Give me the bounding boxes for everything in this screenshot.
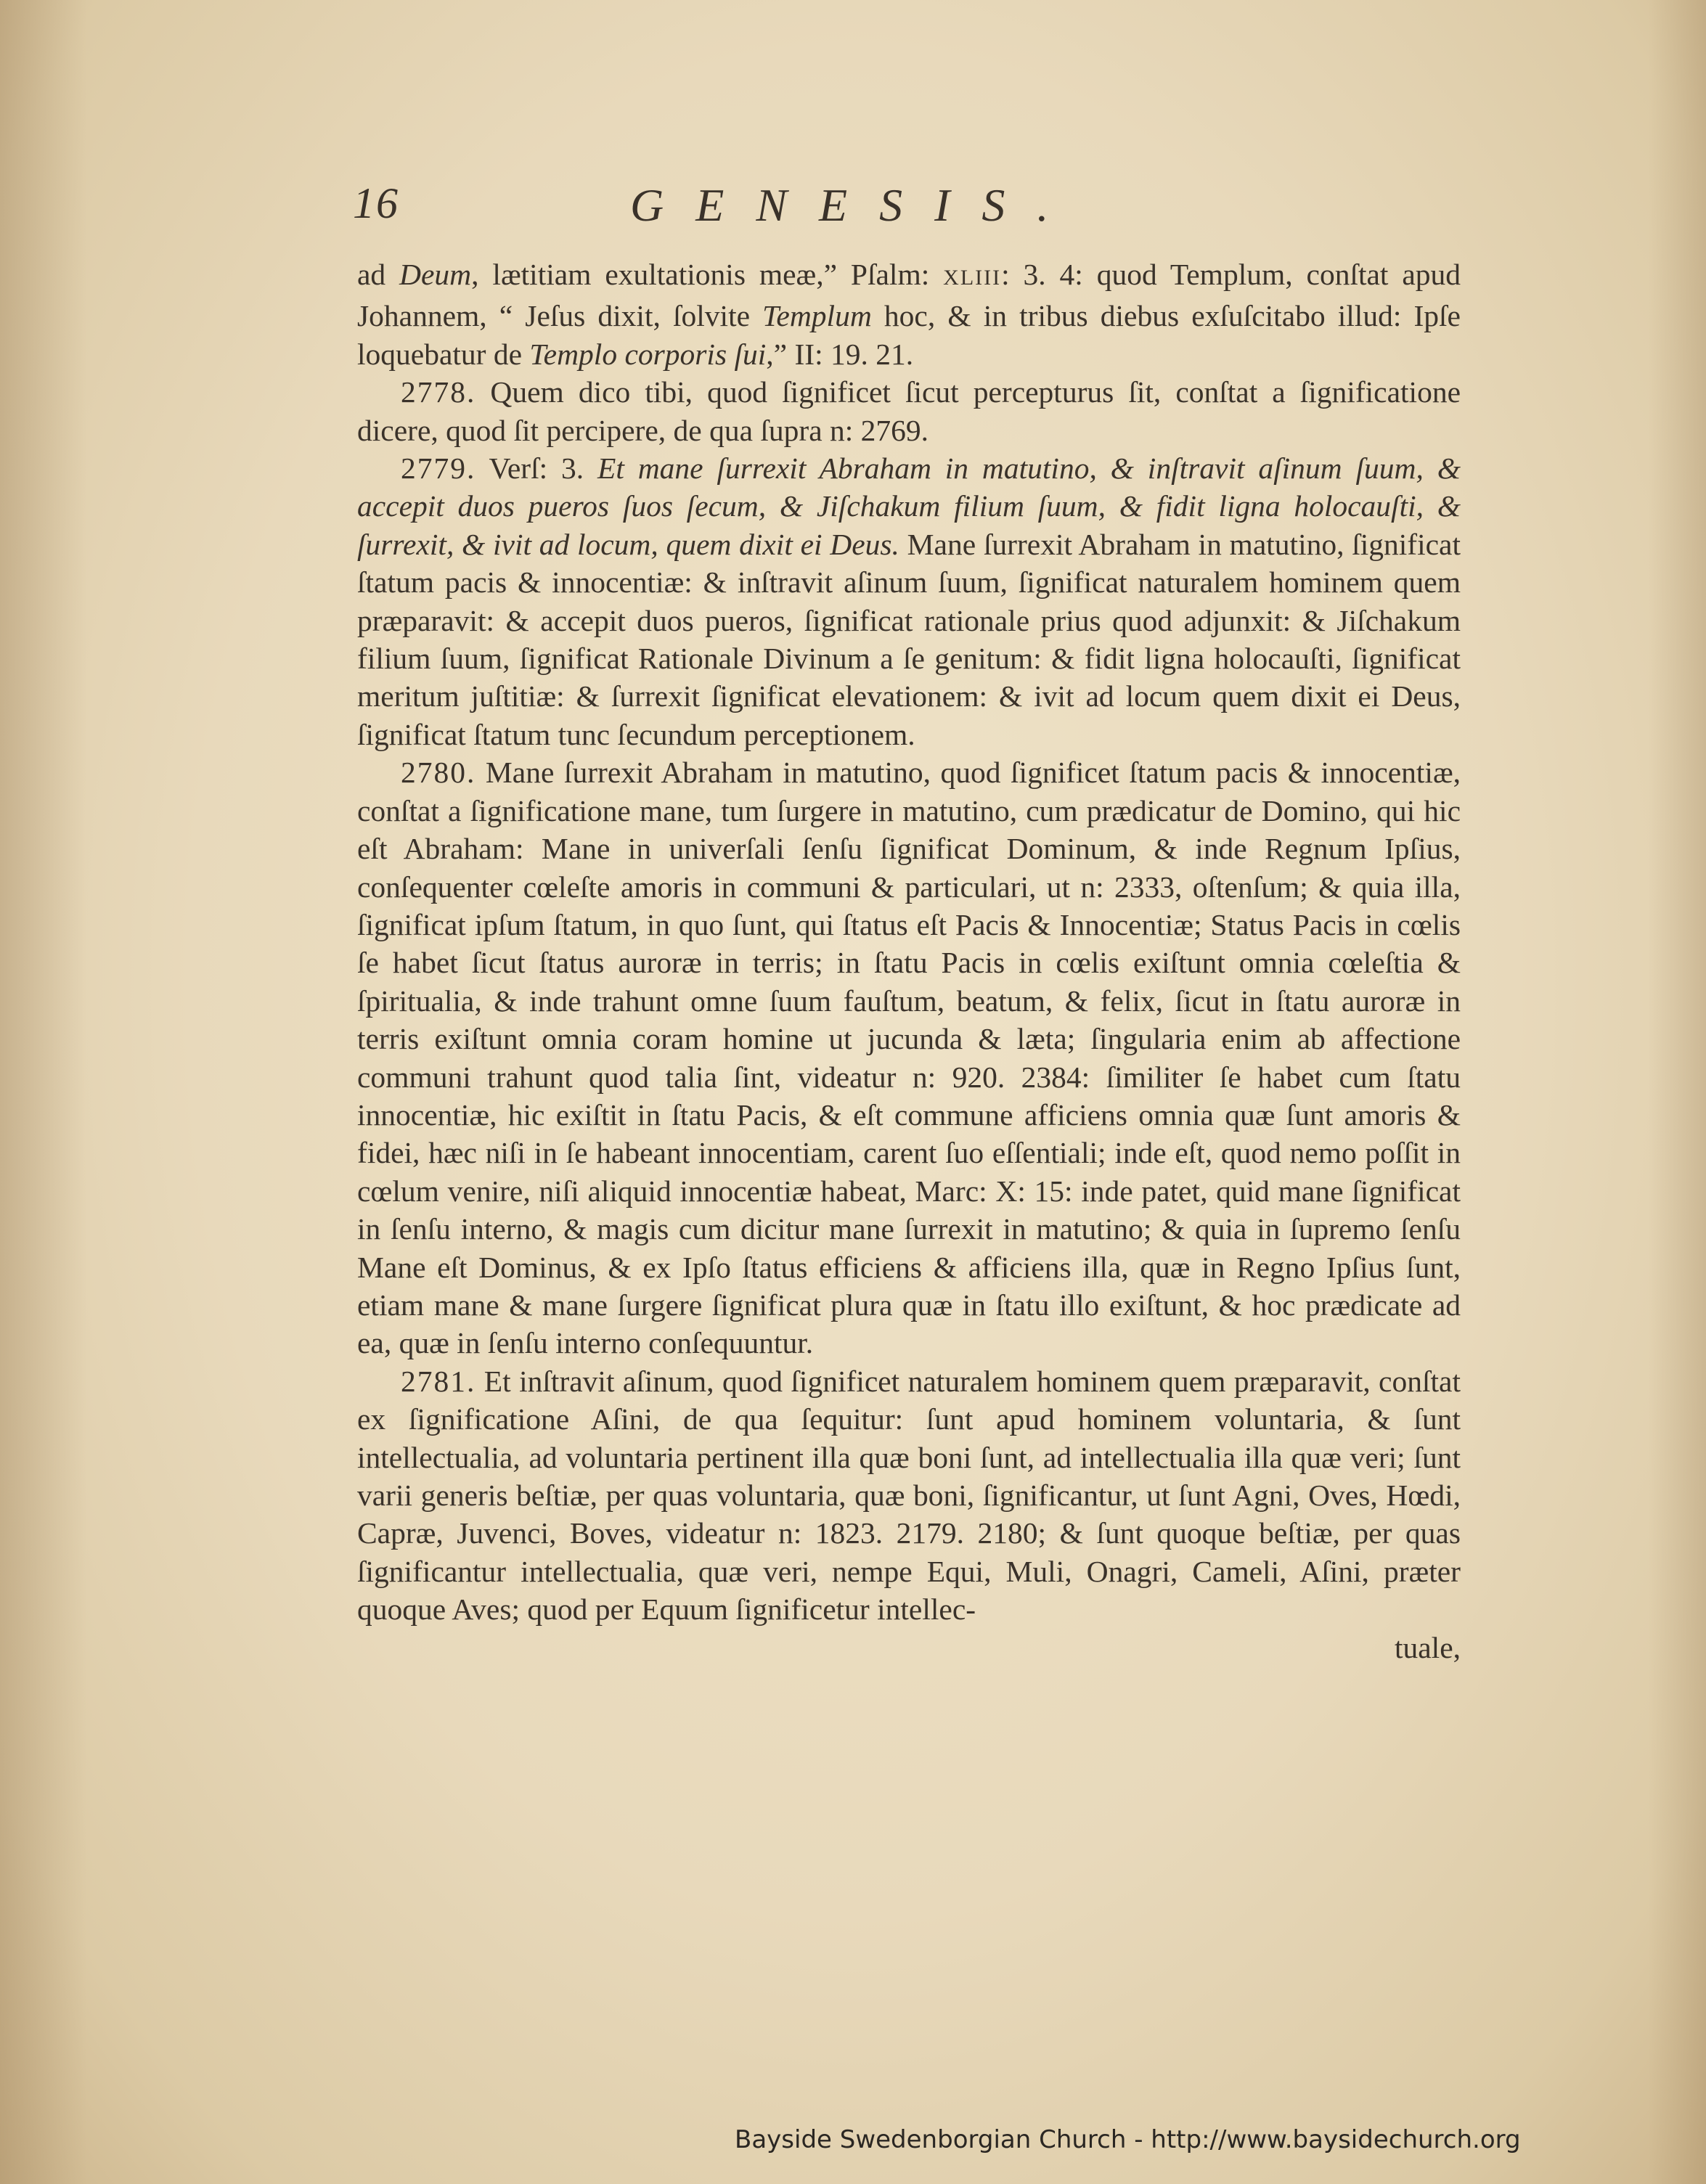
paragraph-number: 2778.: [401, 375, 476, 409]
running-title: GENESIS.: [630, 179, 1081, 231]
paragraph-text: : 15: inde patet, quid mane ſignificat in ſenſu interno, & magis cum dicitur mane ſurrexit in matutino; & quia in ſupremo ſenſu Mane eſt Dominus, & ex Ipſo ſtatus efficiens & afficiens illa, quæ in Regno Ipſius ſunt, etiam mane & mane ſurgere ſignificat plura quæ in ſtatu illo exiſtunt, & hoc prædicate ad ea, quæ in ſenſu interno conſequuntur.: [357, 1174, 1461, 1360]
paragraph-text: Quem dico tibi, quod ſignificet ſicut percepturus ſit, conſtat a ſignificatione dicere, quod ſit percipere, de qua ſupra n: 2769.: [357, 375, 1461, 447]
paragraph-2778: [357, 373, 1461, 449]
paragraph-number: 2781.: [401, 1364, 476, 1398]
verse-quotation: Et mane ſurrexit Abraham in matutino, & inſtravit aſinum ſuum, & accepit duos pueros ſuos ſecum, & Jiſchakum filium ſuum, & fidit ligna holocauſti, & ſurrexit, & ivit ad locum, quem dixit ei Deus.: [357, 451, 1461, 561]
paragraph-text: Mane ſurrexit Abraham in matutino, ſignificat ſtatum pacis & innocentiæ: & inſtravit aſinum ſuum, ſignificat naturalem hominem quem præparavit: & accepit duos pueros, ſignificat rationale prius quod adjunxit: & Jiſchakum filium ſuum, ſignificat Rationale Divinum a ſe genitum: & fidit ligna holocauſti, ſignificat meritum juſtitiæ: & ſurrexit ſignificat elevationem: & ivit ad locum quem dixit ei Deus, ſignificat ſtatum tunc ſecundum perceptionem.: [357, 527, 1461, 751]
paragraph-number: 2780.: [401, 756, 476, 790]
text-run: hoc, & in tribus diebus exſuſcitabo illud: Ipſe loquebatur de: [357, 299, 1461, 371]
text-run: , lætitiam exultationis meæ,” Pſalm:: [471, 258, 944, 291]
italic-text: Deum: [399, 258, 472, 291]
italic-text: Templo corporis ſui: [529, 337, 767, 371]
paragraph-text: Et inſtravit aſinum, quod ſignificet naturalem hominem quem præparavit, conſtat ex ſignificatione Aſini, de qua ſequitur: ſunt apud hominem voluntaria, & ſunt intellectualia, ad voluntaria pertinent illa quæ boni ſunt, ad intellectualia illa quæ veri; ſunt varii generis beſtiæ, per quas voluntaria, quæ boni, ſignificantur, ut ſunt Agni, Oves, Hœdi, Capræ, Juvenci, Boves, videatur n: 1823. 2179. 2180; & ſunt quoque beſtiæ, per quas ſignificantur intellectualia, quæ veri, nempe Equi, Muli, Onagri, Cameli, Aſini, præter quoque Aves; quod per Equum ſignificetur intellec-: [357, 1364, 1461, 1627]
footer-credit: Bayside Swedenborgian Church - http://www.baysidechurch.org: [735, 2125, 1521, 2154]
paragraph-2779: [357, 449, 1461, 753]
paragraph-2780: [357, 753, 1461, 1362]
catchword: tuale,: [1394, 1630, 1461, 1664]
paragraph-2781: [357, 1362, 1461, 1629]
paragraph-number: 2779.: [401, 451, 476, 486]
text-run: : 3. 4: quod Templum, conſtat apud Johannem, “ Jeſus dixit, ſolvite: [357, 258, 1461, 333]
mark-reference: X: [995, 1174, 1018, 1208]
text-run: ad: [357, 258, 400, 291]
page-number: 16: [353, 179, 399, 227]
paragraph-text: Mane ſurrexit Abraham in matutino, quod ſignificet ſtatum pacis & innocentiæ, conſtat a ſignificatione mane, tum ſurgere in matutino, cum prædicatur de Domino, qui hic eſt Abraham: Mane in univerſali ſenſu ſignificat Dominum, & inde Regnum Ipſius, conſequenter cœleſte amoris in communi & particulari, ut n: 2333, oſtenſum; & quia illa, ſignificat ipſum ſtatum, in quo ſunt, qui ſtatus eſt Pacis & Innocentiæ; Status Pacis in cœlis ſe habet ſicut ſtatus auroræ in terris; in ſtatu Pacis in cœlis exiſtunt omnia cœleſtia & ſpiritualia, & inde trahunt omne ſuum fauſtum, beatum, & felix, ſicut in ſtatu auroræ in terris exiſtunt omnia coram homine ut jucunda & læta; ſingularia enim ab affectione communi trahunt quod talia ſint, videatur n: 920. 2384: ſimiliter ſe habet cum ſtatu innocentiæ, hic exiſtit in ſtatu Pacis, & eſt commune afficiens omnia quæ ſunt amoris & fidei, hæc niſi in ſe habeant innocentiam, carent ſuo eſſentiali; inde eſt, quod nemo poſſit in cœlum venire, niſi aliquid innocentiæ habeat, Marc:: [357, 756, 1461, 1208]
italic-text: Templum: [762, 299, 872, 333]
page-header: [347, 173, 1175, 238]
body-text: [357, 255, 1461, 1666]
psalm-reference: XLIII: [943, 266, 1002, 290]
text-run: ,” II: 19. 21.: [766, 337, 914, 371]
verse-label: Verſ: 3.: [476, 451, 597, 486]
paragraph-intro: [357, 255, 1461, 373]
